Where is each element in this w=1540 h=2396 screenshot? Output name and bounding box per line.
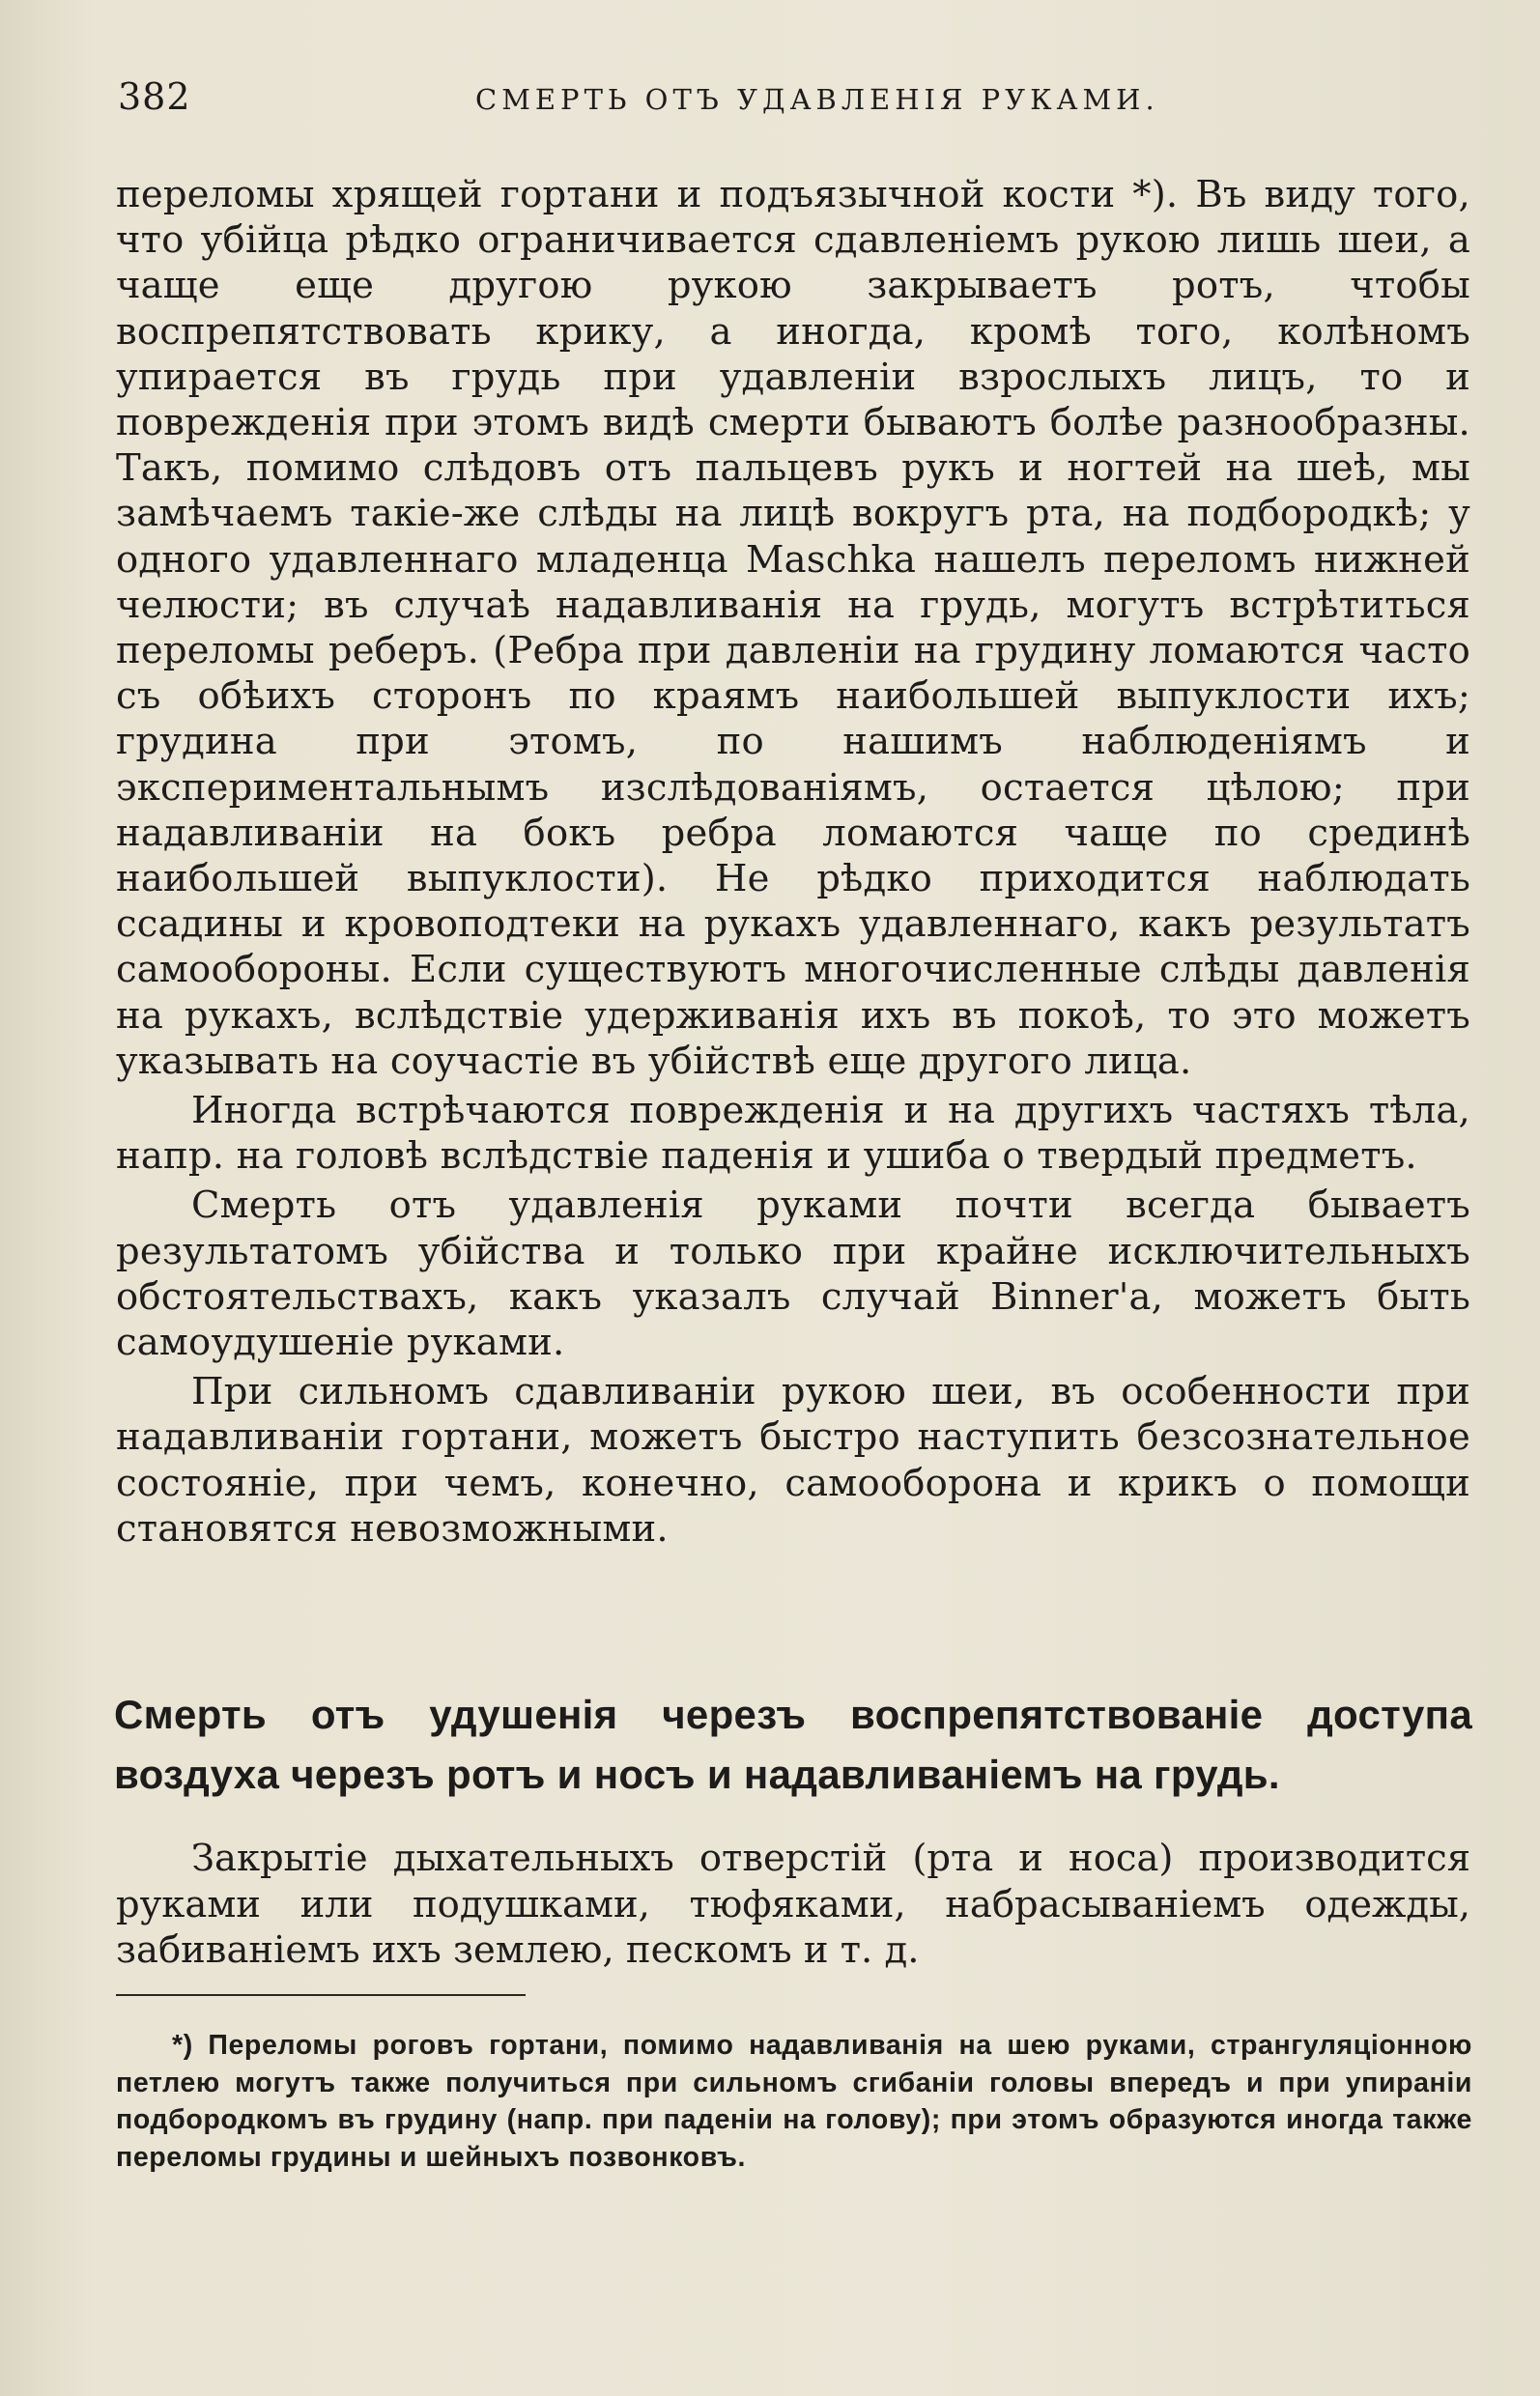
page-number: 382: [118, 75, 191, 118]
paragraph: Иногда встрѣчаются поврежденія и на другихъ частяхъ тѣла, напр. на головѣ вслѣдствіе паденія и ушиба о твердый предметъ.: [116, 1089, 1470, 1179]
footnote-text: *) Переломы роговъ гортани, помимо надавливанія на шею руками, странгуляціонною петлею могутъ также получиться при сильномъ сгибаніи головы впередъ и при упираніи подбородкомъ въ грудину (напр. при паденіи на голову); при этомъ образуются иногда также переломы грудины и шейныхъ позвонковъ.: [116, 2030, 1472, 2173]
footnote-divider: [116, 1994, 526, 1996]
page-header: [118, 75, 1470, 124]
section-text: [116, 1836, 1470, 1974]
paragraph: Смерть отъ удавленія руками почти всегда бываетъ результатомъ убійства и только при крайне исключительныхъ обстоятельствахъ, какъ указалъ случай Binner'a, можетъ быть самоудушеніе руками.: [116, 1184, 1470, 1365]
paragraph: При сильномъ сдавливаніи рукою шеи, въ особенности при надавливаніи гортани, можетъ быстро наступить безсознательное состояніе, при чемъ, конечно, самооборона и крикъ о помощи становятся невозможными.: [116, 1370, 1470, 1551]
section-heading: Смерть отъ удушенія черезъ воспрепятствованіе доступа воздуха черезъ ротъ и носъ и надавливаніемъ на грудь.: [114, 1692, 1472, 1797]
footnote: [116, 2027, 1472, 2176]
main-text: [116, 172, 1470, 1552]
paragraph: Закрытіе дыхательныхъ отверстій (рта и носа) производится руками или подушками, тюфяками, набрасываніемъ одежды, забиваніемъ ихъ землею, пескомъ и т. д.: [116, 1837, 1470, 1972]
paragraph: переломы хрящей гортани и подъязычной кости *). Въ виду того, что убійца рѣдко ограничивается сдавленіемъ рукою лишь шеи, а чаще еще другою рукою закрываетъ ротъ, чтобы воспрепятствовать крику, а иногда, кромѣ того, колѣномъ упирается въ грудь при удавленіи взрослыхъ лицъ, то и поврежденія при этомъ видѣ смерти бываютъ болѣе разнообразны. Такъ, помимо слѣдовъ отъ пальцевъ рукъ и ногтей на шеѣ, мы замѣчаемъ такіе-же слѣды на лицѣ вокругъ рта, на подбородкѣ; у одного удавленнаго младенца Maschka нашелъ переломъ нижней челюсти; въ случаѣ надавливанія на грудь, могутъ встрѣтиться переломы реберъ. (Ребра при давленіи на грудину ломаются часто съ обѣихъ сторонъ по краямъ наибольшей выпуклости ихъ; грудина при этомъ, по нашимъ наблюденіямъ и экспериментальнымъ изслѣдованіямъ, остается цѣлою; при надавливаніи на бокъ ребра ломаются чаще по срединѣ наибольшей выпуклости). Не рѣдко приходится наблюдать ссадины и кровоподтеки на рукахъ удавленнаго, какъ результатъ самообороны. Если существуютъ многочисленные слѣды давленія на рукахъ, вслѣдствіе удерживанія ихъ въ покоѣ, то это можетъ указывать на соучастіе въ убійствѣ еще другого лица.: [116, 173, 1470, 1083]
running-title: СМЕРТЬ ОТЪ УДАВЛЕНІЯ РУКАМИ.: [475, 83, 1159, 116]
